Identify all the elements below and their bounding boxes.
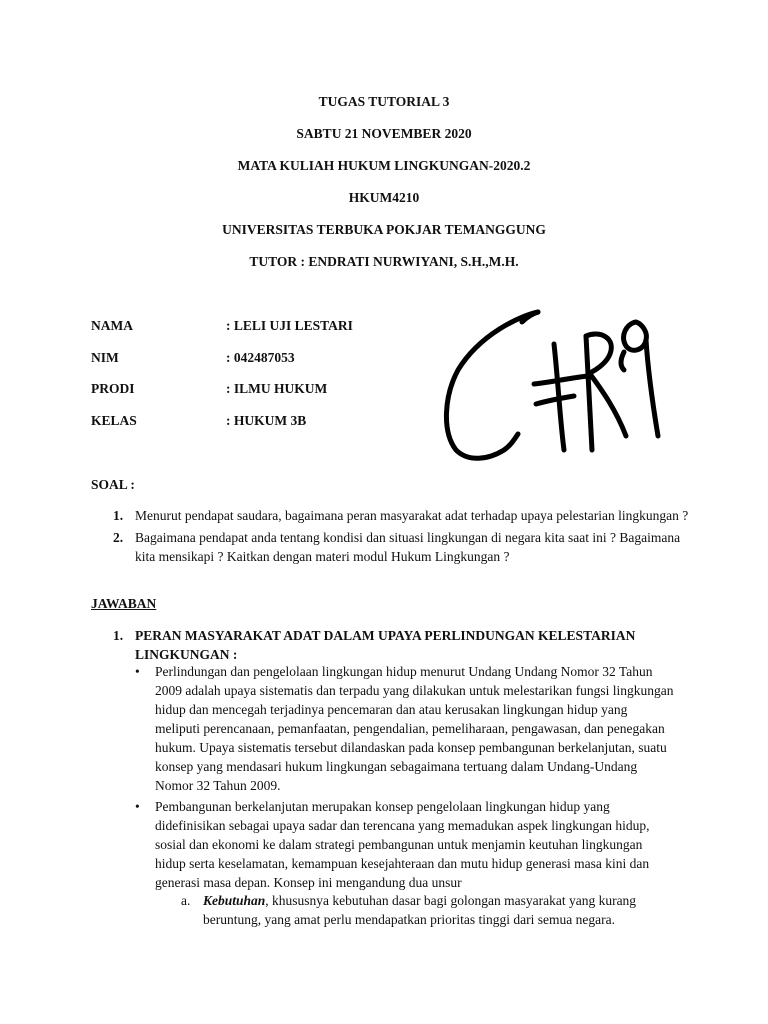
- name-label: NAMA: [91, 318, 133, 333]
- signature-image: [440, 300, 670, 470]
- question-text: Menurut pendapat saudara, bagaimana peran masyarakat adat terhadap upaya pelestarian lingkungan ?: [135, 508, 689, 523]
- question-number: 2.: [113, 530, 124, 545]
- bullet-text: Perlindungan dan pengelolaan lingkungan hidup menurut Undang Undang Nomor 32 Tahun 2009 adalah upaya sistematis dan terpadu yang dilakukan untuk melestarikan fungsi lingkungan hidup dan mencegah terjadinya pencemaran dan atau kerusakan lingkungan hidup yang meliputi perencanaan, pemanfaatan, pengendalian, pemeliharaan, pengawasan, dan penegakan hukum. Upaya sistematis tersebut dilandaskan pada konsep pembangunan berkelanjutan, suatu konsep yang mendasari hukum lingkungan sebagaimana tertuang dalam Undang-Undang Nomor 32 Tahun 2009.: [155, 664, 674, 793]
- question-item: [91, 528, 695, 566]
- nim-value: : 042487053: [226, 350, 295, 365]
- soal-heading: SOAL :: [91, 477, 135, 492]
- course-code-line: HKUM4210: [348, 190, 420, 205]
- date-line: SABTU 21 NOVEMBER 2020: [296, 126, 472, 141]
- bullet-icon: •: [135, 799, 140, 814]
- kelas-label: KELAS: [91, 413, 137, 428]
- question-number: 1.: [113, 508, 124, 523]
- sub-item-term: Kebutuhan: [203, 893, 266, 908]
- answer-bullet: [135, 797, 675, 892]
- question-list: [91, 506, 695, 566]
- bullet-text: Pembangunan berkelanjutan merupakan konsep pengelolaan lingkungan hidup yang didefinisikan sebagai upaya sadar dan terencana yang memadukan aspek lingkungan hidup, sosial dan ekonomi ke dalam strategi pembangunan untuk menjamin keutuhan lingkungan hidup serta keselamatan, kemampuan kesejahteraan dan mutu hidup generasi masa kini dan generasi masa depan. Konsep ini mengandung dua unsur: [155, 799, 650, 890]
- prodi-label: PRODI: [91, 381, 135, 396]
- sub-item-body: , khususnya kebutuhan dasar bagi golongan masyarakat yang kurang beruntung, yang amat perlu mendapatkan prioritas tinggi dari semua negara.: [203, 893, 637, 927]
- name-value: : LELI UJI LESTARI: [226, 318, 353, 333]
- nim-label: NIM: [91, 350, 119, 365]
- answer-title-text: PERAN MASYARAKAT ADAT DALAM UPAYA PERLINDUNGAN KELESTARIAN LINGKUNGAN :: [135, 628, 636, 662]
- sub-item-text: [181, 891, 651, 929]
- jawaban-heading: JAWABAN: [91, 596, 157, 611]
- bullet-icon: •: [135, 664, 140, 679]
- kelas-value: : HUKUM 3B: [226, 413, 307, 428]
- course-line: MATA KULIAH HUKUM LINGKUNGAN-2020.2: [237, 158, 531, 173]
- question-text: Bagaimana pendapat anda tentang kondisi dan situasi lingkungan di negara kita saat ini ? Bagaimana kita mensikapi ? Kaitkan dengan materi modul Hukum Lingkungan ?: [135, 530, 681, 564]
- question-item: [91, 506, 695, 525]
- university-line: UNIVERSITAS TERBUKA POKJAR TEMANGGUNG: [222, 222, 546, 237]
- tutor-line: TUTOR : ENDRATI NURWIYANI, S.H.,M.H.: [249, 254, 519, 269]
- title-line: TUGAS TUTORIAL 3: [318, 94, 450, 109]
- answer-title: [91, 626, 691, 664]
- answer-bullet: [135, 662, 675, 795]
- answer-number: 1.: [113, 628, 124, 643]
- sub-item: [181, 891, 651, 929]
- sub-item-letter: a.: [181, 893, 191, 908]
- prodi-value: : ILMU HUKUM: [226, 381, 328, 396]
